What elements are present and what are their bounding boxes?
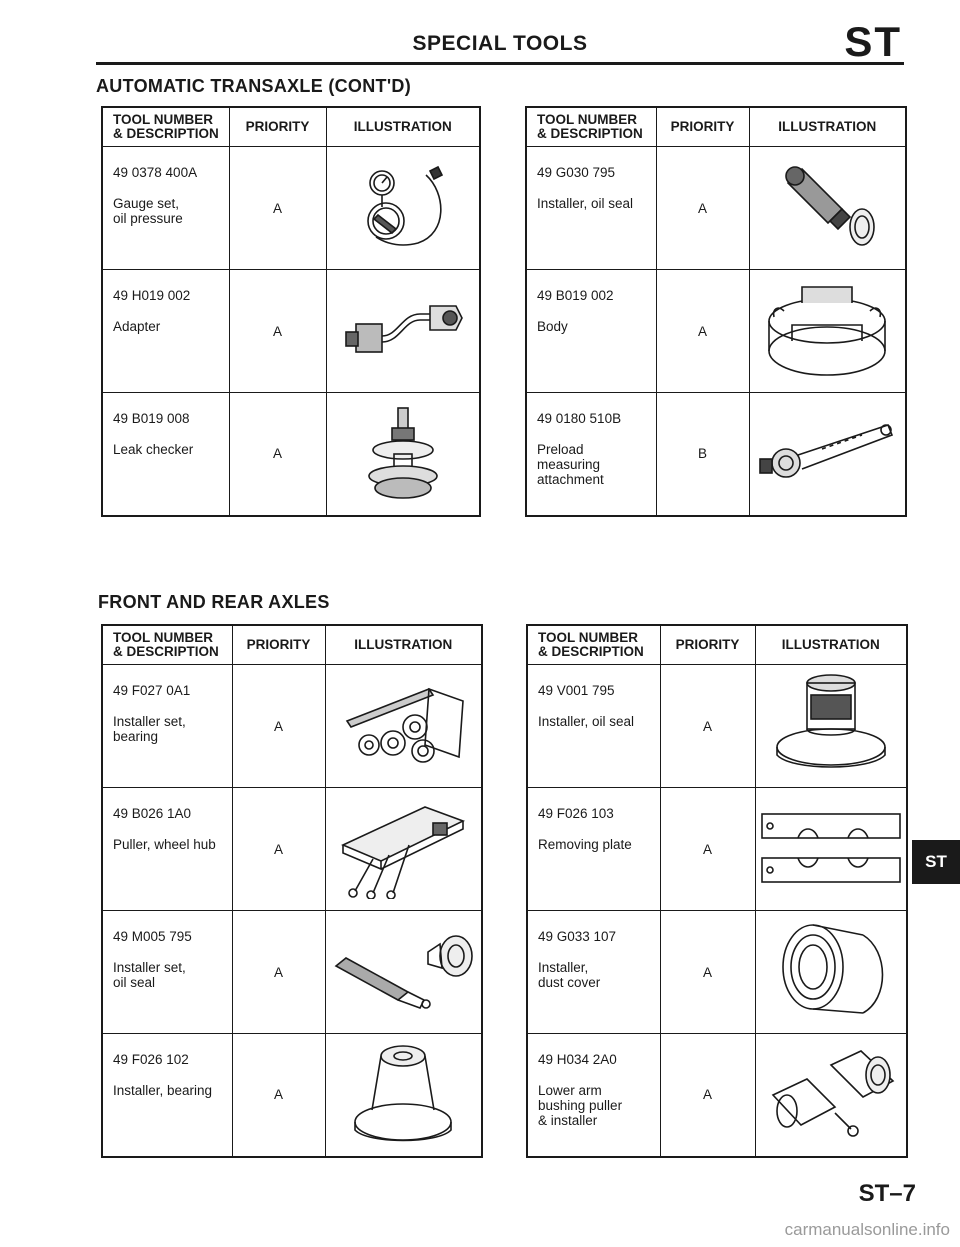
column-header-illustration: ILLUSTRATION	[755, 625, 907, 665]
tool-description	[102, 788, 232, 911]
table-row	[527, 911, 907, 1034]
tool-number: 49 M005 795	[113, 929, 192, 944]
column-header-tool: TOOL NUMBER & DESCRIPTION	[102, 625, 232, 665]
tool-table-transaxle-left	[101, 106, 481, 517]
tool-name: Removing plate	[538, 837, 632, 852]
tool-name: Installer, oil seal	[538, 714, 635, 729]
column-header-illustration: ILLUSTRATION	[325, 625, 482, 665]
tool-description	[102, 147, 229, 270]
tool-priority: A	[232, 665, 325, 788]
tool-illustration	[325, 665, 482, 788]
tool-name: Leak checker	[113, 442, 194, 457]
table-row	[526, 270, 906, 393]
tool-number: 49 F027 0A1	[113, 683, 191, 698]
tool-number: 49 B026 1A0	[113, 806, 192, 821]
tool-table-axles-left	[101, 624, 483, 1158]
removing-plate-icon	[758, 804, 904, 894]
column-header-priority: PRIORITY	[229, 107, 326, 147]
tool-illustration	[755, 788, 907, 911]
tool-priority: A	[232, 788, 325, 911]
tool-number: 49 B019 002	[537, 288, 614, 303]
adapter-icon	[338, 296, 468, 366]
column-header-priority: PRIORITY	[232, 625, 325, 665]
section-title-axles: FRONT AND REAR AXLES	[98, 592, 330, 612]
page-number: ST–7	[858, 1180, 916, 1207]
watermark: carmanualsonline.info	[784, 1220, 950, 1239]
table-row	[527, 665, 907, 788]
tool-description	[527, 911, 660, 1034]
tool-illustration	[755, 1034, 907, 1157]
tool-description	[102, 270, 229, 393]
tool-priority: B	[656, 393, 749, 516]
tool-description	[526, 270, 656, 393]
page-section-code: ST	[844, 18, 902, 65]
tool-name: Puller, wheel hub	[113, 837, 216, 852]
table-row	[102, 911, 482, 1034]
tool-description	[102, 1034, 232, 1157]
table-row	[527, 788, 907, 911]
tool-name: Installer, bearing	[113, 1083, 213, 1098]
tool-number: 49 F026 102	[113, 1052, 189, 1067]
section-tab: ST	[912, 840, 960, 884]
tool-number: 49 0180 510B	[537, 411, 622, 426]
tool-number: 49 V001 795	[538, 683, 615, 698]
tool-description	[526, 393, 656, 516]
tool-illustration	[325, 911, 482, 1034]
column-header-priority: PRIORITY	[656, 107, 749, 147]
table-row	[526, 393, 906, 516]
tool-priority: A	[660, 665, 755, 788]
table-row	[102, 788, 482, 911]
tool-number: 49 G033 107	[538, 929, 617, 944]
tool-name: Installer set, oil seal	[113, 960, 186, 990]
table-row	[102, 1034, 482, 1157]
section-title-transaxle: AUTOMATIC TRANSAXLE (CONT'D)	[96, 76, 411, 96]
tool-priority: A	[656, 147, 749, 270]
column-header-illustration: ILLUSTRATION	[749, 107, 906, 147]
tool-description	[102, 393, 229, 516]
table-row	[102, 270, 480, 393]
preload-attachment-icon	[752, 419, 902, 489]
table-row	[102, 393, 480, 516]
tool-name: Body	[537, 319, 568, 334]
tool-description	[527, 665, 660, 788]
table-row	[102, 147, 480, 270]
tool-name: Gauge set, oil pressure	[113, 196, 183, 226]
tool-number: 49 H034 2A0	[538, 1052, 617, 1067]
leak-checker-icon	[358, 404, 448, 504]
tool-illustration	[749, 147, 906, 270]
table-row	[526, 147, 906, 270]
page-title: SPECIAL TOOLS	[412, 32, 588, 55]
oil-seal-installer-icon	[771, 671, 891, 781]
tool-illustration	[326, 147, 480, 270]
tool-priority: A	[232, 1034, 325, 1157]
tool-illustration	[325, 1034, 482, 1157]
tool-priority: A	[660, 1034, 755, 1157]
tool-priority: A	[229, 393, 326, 516]
tool-illustration	[326, 270, 480, 393]
dust-cover-installer-icon	[771, 917, 891, 1027]
tool-number: 49 F026 103	[538, 806, 614, 821]
tool-illustration	[749, 270, 906, 393]
tool-description	[102, 911, 232, 1034]
tool-priority: A	[656, 270, 749, 393]
wheel-hub-puller-icon	[333, 799, 473, 899]
bushing-puller-icon	[761, 1045, 901, 1145]
column-header-tool: TOOL NUMBER & DESCRIPTION	[527, 625, 660, 665]
oil-seal-installer-icon	[772, 163, 882, 253]
tool-description	[527, 1034, 660, 1157]
bearing-installer-icon	[348, 1040, 458, 1150]
column-header-illustration: ILLUSTRATION	[326, 107, 480, 147]
tool-priority: A	[660, 911, 755, 1034]
tool-description	[527, 788, 660, 911]
tool-name: Installer set, bearing	[113, 714, 186, 744]
tool-number: 49 B019 008	[113, 411, 190, 426]
tool-name: Lower arm bushing puller & installer	[538, 1083, 623, 1128]
body-icon	[762, 281, 892, 381]
tool-priority: A	[229, 147, 326, 270]
tool-name: Preload measuring attachment	[537, 442, 604, 487]
tool-table-transaxle-right	[525, 106, 907, 517]
tool-name: Installer, oil seal	[537, 196, 634, 211]
table-row	[527, 1034, 907, 1157]
tool-name: Adapter	[113, 319, 161, 334]
tool-priority: A	[660, 788, 755, 911]
tool-illustration	[755, 665, 907, 788]
tool-illustration	[326, 393, 480, 516]
tool-priority: A	[232, 911, 325, 1034]
tool-name: Installer, dust cover	[538, 960, 601, 990]
tool-table-axles-right	[526, 624, 908, 1158]
tool-description	[526, 147, 656, 270]
tool-number: 49 G030 795	[537, 165, 616, 180]
tool-description	[102, 665, 232, 788]
column-header-tool: TOOL NUMBER & DESCRIPTION	[102, 107, 229, 147]
column-header-priority: PRIORITY	[660, 625, 755, 665]
bearing-installer-set-icon	[333, 681, 473, 771]
tool-number: 49 0378 400A	[113, 165, 198, 180]
tool-priority: A	[229, 270, 326, 393]
table-row	[102, 665, 482, 788]
oil-seal-installer-set-icon	[328, 932, 478, 1012]
tool-number: 49 H019 002	[113, 288, 191, 303]
gauge-set-icon	[348, 163, 458, 253]
tool-illustration	[749, 393, 906, 516]
tool-illustration	[755, 911, 907, 1034]
column-header-tool: TOOL NUMBER & DESCRIPTION	[526, 107, 656, 147]
page-header	[96, 18, 904, 65]
tool-illustration	[325, 788, 482, 911]
